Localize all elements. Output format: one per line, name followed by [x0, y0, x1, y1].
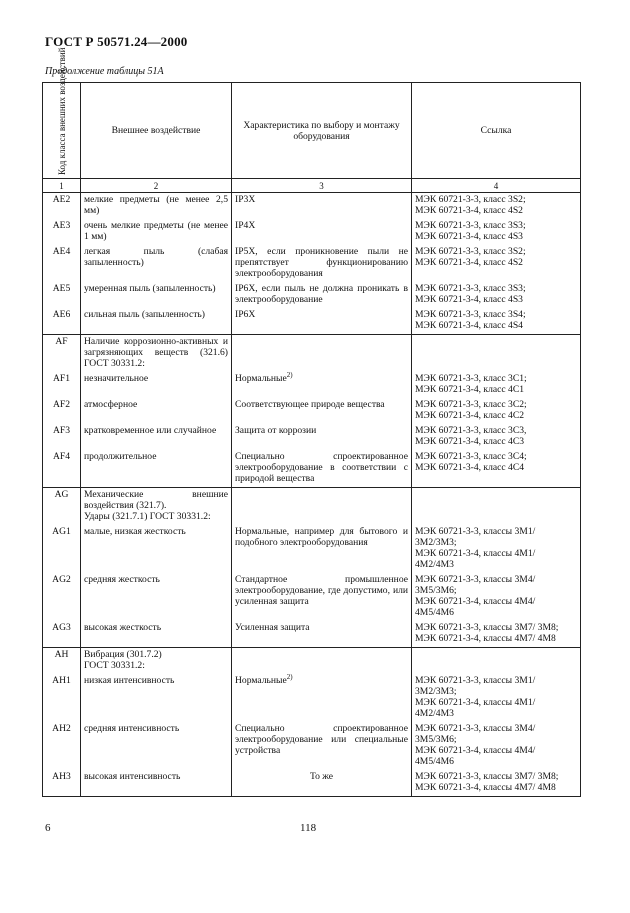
row-spec — [232, 621, 412, 648]
row-reference: МЭК 60721-3-3, класс 3S4; МЭК 60721-3-4, класс 4S4 — [412, 308, 581, 335]
row-spec — [232, 245, 412, 282]
row-spec — [232, 488, 412, 526]
spec-text: Специально спроектированное электрооборудование в соответствии с природой вещества — [235, 451, 408, 484]
row-code: AF — [43, 335, 81, 373]
col-number: 3 — [232, 179, 412, 193]
row-code: AG2 — [43, 573, 81, 621]
table-row — [43, 488, 581, 526]
spec-text: Соответствующее природе вещества — [235, 399, 385, 410]
table-row — [43, 398, 581, 424]
table-row — [43, 424, 581, 450]
row-spec — [232, 424, 412, 450]
row-code: AE5 — [43, 282, 81, 308]
row-spec — [232, 674, 412, 722]
footer-left-number: 6 — [45, 822, 51, 834]
row-spec — [232, 525, 412, 573]
row-code: AF1 — [43, 372, 81, 398]
row-code: AE4 — [43, 245, 81, 282]
row-reference: МЭК 60721-3-3, классы 3M4/ 3M5/3M6; МЭК 60721-3-4, классы 4M4/ 4M5/4M6 — [412, 722, 581, 770]
row-reference: МЭК 60721-3-3, классы 3M4/ 3M5/3M6; МЭК 60721-3-4, классы 4M4/ 4M5/4M6 — [412, 573, 581, 621]
row-code: AG3 — [43, 621, 81, 648]
row-effect: высокая интенсивность — [81, 770, 232, 797]
table-continuation-caption: Продолжение таблицы 51А — [45, 66, 164, 77]
row-code: AE2 — [43, 193, 81, 220]
row-code: AE3 — [43, 219, 81, 245]
row-code: AF2 — [43, 398, 81, 424]
row-spec — [232, 282, 412, 308]
row-code: AG — [43, 488, 81, 526]
row-code: AE6 — [43, 308, 81, 335]
col-header-effect: Внешнее воздействие — [81, 83, 232, 179]
table-row — [43, 308, 581, 335]
table-row — [43, 335, 581, 373]
spec-text: IP6X — [235, 309, 256, 320]
page-number: 118 — [300, 822, 317, 834]
table-row — [43, 219, 581, 245]
row-spec — [232, 372, 412, 398]
row-effect: умеренная пыль (запыленность) — [81, 282, 232, 308]
row-reference — [412, 335, 581, 373]
row-spec — [232, 398, 412, 424]
row-effect: незначительное — [81, 372, 232, 398]
row-reference: МЭК 60721-3-3, класс 3S3; МЭК 60721-3-4, класс 4S3 — [412, 219, 581, 245]
row-spec — [232, 219, 412, 245]
row-reference — [412, 648, 581, 675]
table-row — [43, 282, 581, 308]
row-spec — [232, 722, 412, 770]
table-row — [43, 621, 581, 648]
row-code: AH1 — [43, 674, 81, 722]
table-row — [43, 245, 581, 282]
row-effect: Вибрация (301.7.2) ГОСТ 30331.2: — [81, 648, 232, 675]
row-spec — [232, 308, 412, 335]
table-row — [43, 450, 581, 488]
col-number: 2 — [81, 179, 232, 193]
spec-text: IP6X, если пыль не должна проникать в электрооборудование — [235, 283, 408, 305]
col-header-ref: Ссылка — [412, 83, 581, 179]
spec-text: IP5X, если проникновение пыли не препятствует функционированию электрооборудования — [235, 246, 408, 279]
row-effect: сильная пыль (запыленность) — [81, 308, 232, 335]
row-reference: МЭК 60721-3-3, класс 3C4; МЭК 60721-3-4, класс 4C4 — [412, 450, 581, 488]
row-spec — [232, 770, 412, 797]
row-spec — [232, 335, 412, 373]
row-code: AH2 — [43, 722, 81, 770]
row-reference: МЭК 60721-3-3, класс 3S2; МЭК 60721-3-4, класс 4S2 — [412, 193, 581, 220]
row-reference — [412, 488, 581, 526]
row-reference: МЭК 60721-3-3, класс 3S2; МЭК 60721-3-4, класс 4S2 — [412, 245, 581, 282]
row-effect: продолжительное — [81, 450, 232, 488]
table-row — [43, 193, 581, 220]
row-effect: кратковременное или случайное — [81, 424, 232, 450]
row-effect: высокая жесткость — [81, 621, 232, 648]
row-effect: легкая пыль (слабая запыленность) — [81, 245, 232, 282]
row-effect: низкая интенсивность — [81, 674, 232, 722]
row-spec — [232, 573, 412, 621]
table-row — [43, 648, 581, 675]
row-effect: малые, низкая жесткость — [81, 525, 232, 573]
col-header-code: Код класса внешних воздействий — [43, 83, 81, 179]
table-row — [43, 770, 581, 797]
spec-text: IP4X — [235, 220, 256, 231]
col-header-spec: Характеристика по выбору и монтажу оборудования — [232, 83, 412, 179]
row-reference: МЭК 60721-3-3, класс 3S3; МЭК 60721-3-4, класс 4S3 — [412, 282, 581, 308]
spec-text: То же — [309, 771, 334, 782]
row-spec — [232, 648, 412, 675]
row-reference: МЭК 60721-3-3, классы 3M7/ 3M8; МЭК 60721-3-4, классы 4M7/ 4M8 — [412, 621, 581, 648]
table-row — [43, 674, 581, 722]
col-number: 4 — [412, 179, 581, 193]
row-effect: Механические внешние воздействия (321.7). Удары (321.7.1) ГОСТ 30331.2: — [81, 488, 232, 526]
spec-text: Нормальные — [235, 373, 287, 384]
row-code: AG1 — [43, 525, 81, 573]
spec-text: Защита от коррозии — [235, 425, 317, 436]
row-code: AH3 — [43, 770, 81, 797]
footnote-marker: 2) — [286, 370, 293, 379]
spec-text: Специально спроектированное электрооборудование или специальные устройства — [235, 723, 408, 756]
row-reference: МЭК 60721-3-3, классы 3M1/ 3M2/3M3; МЭК 60721-3-4, классы 4M1/ 4M2/4M3 — [412, 525, 581, 573]
table-row — [43, 372, 581, 398]
row-code: AF4 — [43, 450, 81, 488]
row-effect: мелкие предметы (не менее 2,5 мм) — [81, 193, 232, 220]
row-effect: средняя жесткость — [81, 573, 232, 621]
spec-text: Усиленная защита — [235, 622, 310, 633]
col-number: 1 — [43, 179, 81, 193]
row-spec — [232, 450, 412, 488]
table-row — [43, 525, 581, 573]
row-effect: очень мелкие предметы (не менее 1 мм) — [81, 219, 232, 245]
footnote-marker: 2) — [286, 672, 293, 681]
table-row — [43, 722, 581, 770]
row-effect: Наличие коррозионно-активных и загрязняющих веществ (321.6) ГОСТ 30331.2: — [81, 335, 232, 373]
row-reference: МЭК 60721-3-3, классы 3M1/ 3M2/3M3; МЭК 60721-3-4, классы 4M1/ 4M2/4M3 — [412, 674, 581, 722]
table-row — [43, 573, 581, 621]
row-effect: атмосферное — [81, 398, 232, 424]
row-spec — [232, 193, 412, 220]
row-effect: средняя интенсивность — [81, 722, 232, 770]
spec-text: Нормальные — [235, 675, 287, 686]
spec-text: Нормальные, например для бытового и подобного электрооборудования — [235, 526, 408, 548]
row-reference: МЭК 60721-3-3, класс 3C1; МЭК 60721-3-4, класс 4C1 — [412, 372, 581, 398]
spec-text: Стандартное промышленное электрооборудование, где допустимо, или усиленная защита — [235, 574, 408, 607]
row-code: AH — [43, 648, 81, 675]
row-reference: МЭК 60721-3-3, классы 3M7/ 3M8; МЭК 60721-3-4, классы 4M7/ 4M8 — [412, 770, 581, 797]
row-code: AF3 — [43, 424, 81, 450]
spec-text: IP3X — [235, 194, 256, 205]
row-reference: МЭК 60721-3-3, класс 3C3, МЭК 60721-3-4, класс 4C3 — [412, 424, 581, 450]
document-header: ГОСТ Р 50571.24—2000 — [45, 34, 188, 49]
row-reference: МЭК 60721-3-3, класс 3C2; МЭК 60721-3-4, класс 4C2 — [412, 398, 581, 424]
